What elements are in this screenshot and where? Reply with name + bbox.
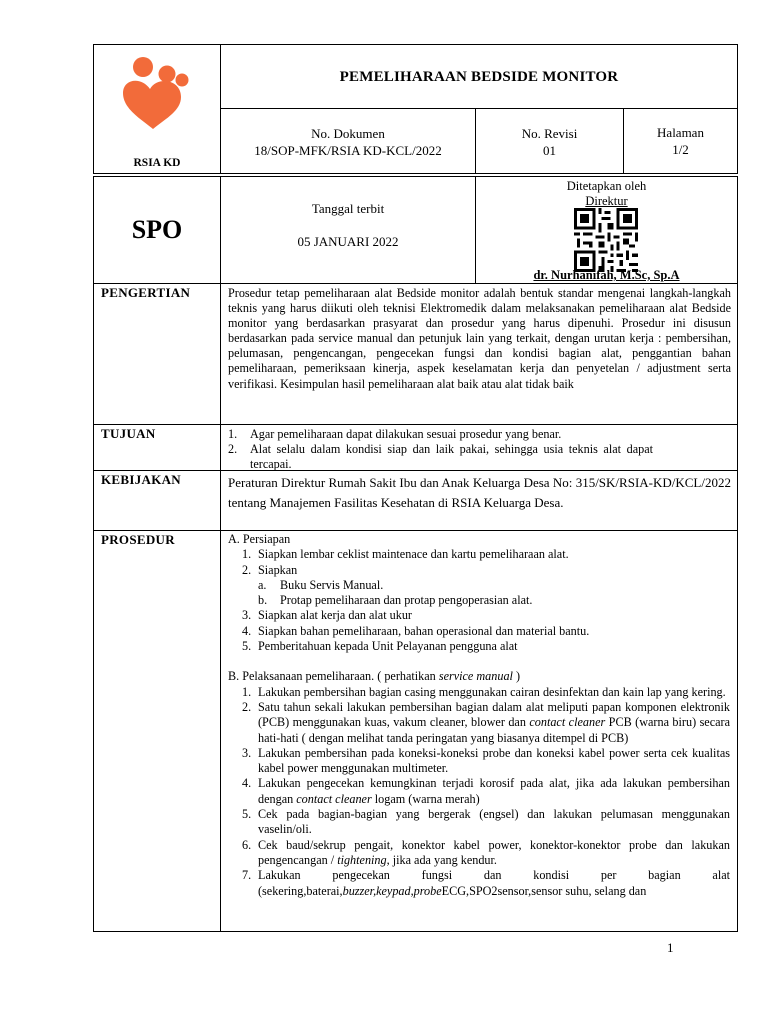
- document-title: PEMELIHARAAN BEDSIDE MONITOR: [339, 69, 619, 85]
- section-a-heading: A. Persiapan: [228, 532, 291, 546]
- approval-cell: [475, 176, 738, 284]
- prosedur-content-cell: [220, 530, 738, 932]
- revision-cell: [475, 108, 624, 174]
- list-item: 5. Cek pada bagian-bagian yang bergerak (engsel) dan lakukan pelumasan menggunakan vaselin/oli.: [242, 807, 730, 837]
- tujuan-content-cell: [220, 424, 738, 471]
- list-item: b. Protap pemeliharaan dan protap pengoperasian alat.: [258, 593, 533, 608]
- title-cell: [220, 44, 738, 109]
- list-item: 4. Lakukan pengecekan kemungkinan terjadi korosif pada alat, jika ada lakukan pembersihan dengan contact cleaner logam (warna merah): [242, 776, 730, 806]
- list-item: 1. Agar pemeliharaan dapat dilakukan sesuai prosedur yang benar.: [228, 427, 562, 441]
- kebijakan-content-cell: [220, 470, 738, 531]
- kebijakan-label: KEBIJAKAN: [101, 472, 181, 487]
- list-item: 6. Cek baud/sekrup pengait, konektor kabel power, konektor-konektor probe dan lakukan pengencangan / tightening, jika ada yang kendur.: [242, 837, 730, 867]
- org-label: RSIA KD: [133, 157, 181, 169]
- page-label: Halaman: [657, 125, 704, 140]
- kebijakan-text: Peraturan Direktur Rumah Sakit Ibu dan Anak Keluarga Desa No: 315/SK/RSIA-KD/KCL/2022 tentang Manajemen Fasilitas Kesehatan di RSIA Keluarga Desa.: [228, 475, 731, 510]
- list-item: 1. Lakukan pembersihan bagian casing menggunakan cairan desinfektan dan kain lap yang kering.: [242, 684, 726, 699]
- kebijakan-label-cell: [93, 470, 221, 531]
- list-item: 4. Siapkan bahan pemeliharaan, bahan operasional dan material bantu.: [242, 623, 590, 638]
- spo-label: SPO: [131, 215, 183, 244]
- section-b-heading: B. Pelaksanaan pemeliharaan. ( perhatikan service manual ): [228, 669, 521, 684]
- issue-date-label: Tanggal terbit: [311, 201, 385, 216]
- pengertian-content-cell: [220, 283, 738, 425]
- list-item: 5. Pemberitahuan kepada Unit Pelayanan pengguna alat: [242, 639, 518, 654]
- list-item: 2. Siapkan: [242, 562, 298, 577]
- document-number-value: 18/SOP-MFK/RSIA KD-KCL/2022: [254, 143, 442, 158]
- issue-date-cell: [220, 176, 476, 284]
- page-value: 1/2: [672, 142, 689, 157]
- page-cell: [623, 108, 738, 174]
- revision-label: No. Revisi: [521, 126, 578, 141]
- document-number-label: No. Dokumen: [311, 126, 385, 141]
- prosedur-label-cell: [93, 530, 221, 932]
- list-item: 3. Siapkan alat kerja dan alat ukur: [242, 608, 412, 623]
- page-number: 1: [667, 940, 674, 955]
- hospital-logo: [117, 53, 193, 133]
- qr-code-icon: [574, 208, 638, 272]
- document-number-cell: [220, 108, 476, 174]
- list-item: 2. Satu tahun sekali lakukan pembersihan bagian dalam alat meliputi papan komponen elektronik (PCB) menggunakan kuas, vakum cleaner, blower dan contact cleaner PCB (warna biru) secara hati-hati ( dengan melihat tanda peringatan yang biasanya ditempel di PCB): [242, 699, 731, 745]
- pengertian-label-cell: [93, 283, 221, 425]
- director-label: Direktur: [585, 194, 628, 208]
- tujuan-label-cell: [93, 424, 221, 471]
- revision-value: 01: [543, 143, 556, 158]
- pengertian-text: Prosedur tetap pemeliharaan alat Bedside monitor adalah bentuk standar mengenai langkah-langkah teknis yang harus diikuti oleh teknisi Elektromedik dalam melaksanakan pemeliharaan alat Bedside monitor yang berdasarkan prasyarat dan prosedur yang harus dipenuhi. Prosedur ini disusun berdasarkan pada service manual dan petunjuk lain yang terkait, dengan urutan kerja : pembersihan, pelumasan, pengencangan, pengecekan fungsi dan kondisi bagian alat, penggantian bahan pemeliharaan, pemeriksaan kinerja, aspek keselamatan kerja dan penyetelan / adjustment serta verifikasi. Kesimpulan hasil pemeliharaan alat baik atau alat tidak baik: [228, 286, 731, 391]
- logo-cell: [93, 44, 221, 174]
- list-item: 1. Siapkan lembar ceklist maintenace dan kartu pemeliharaan alat.: [242, 547, 569, 562]
- issue-date-value: 05 JANUARI 2022: [297, 234, 399, 249]
- list-item: a. Buku Servis Manual.: [258, 577, 384, 592]
- prosedur-label: PROSEDUR: [101, 532, 175, 547]
- list-item: 7. Lakukan pengecekan fungsi dan kondisi per bagian alat (sekering,baterai,buzzer,keypad,probeECG,SPO2sensor,sensor suhu, selang dan: [242, 868, 730, 898]
- signer-name: dr. Nurhanifah, M.Sc, Sp.A: [533, 268, 680, 282]
- list-item: 3. Lakukan pembersihan pada koneksi-koneksi probe dan koneksi kabel power serta cek kualitas kabel power menggunakan multimeter.: [242, 745, 730, 776]
- spo-cell: [93, 176, 221, 284]
- pengertian-label: PENGERTIAN: [101, 285, 191, 300]
- list-item: 2. Alat selalu dalam kondisi siap dan laik pakai, sehingga usia teknis alat dapat tercapai.: [228, 442, 653, 472]
- approved-by-label: Ditetapkan oleh: [566, 179, 647, 193]
- tujuan-label: TUJUAN: [101, 426, 156, 441]
